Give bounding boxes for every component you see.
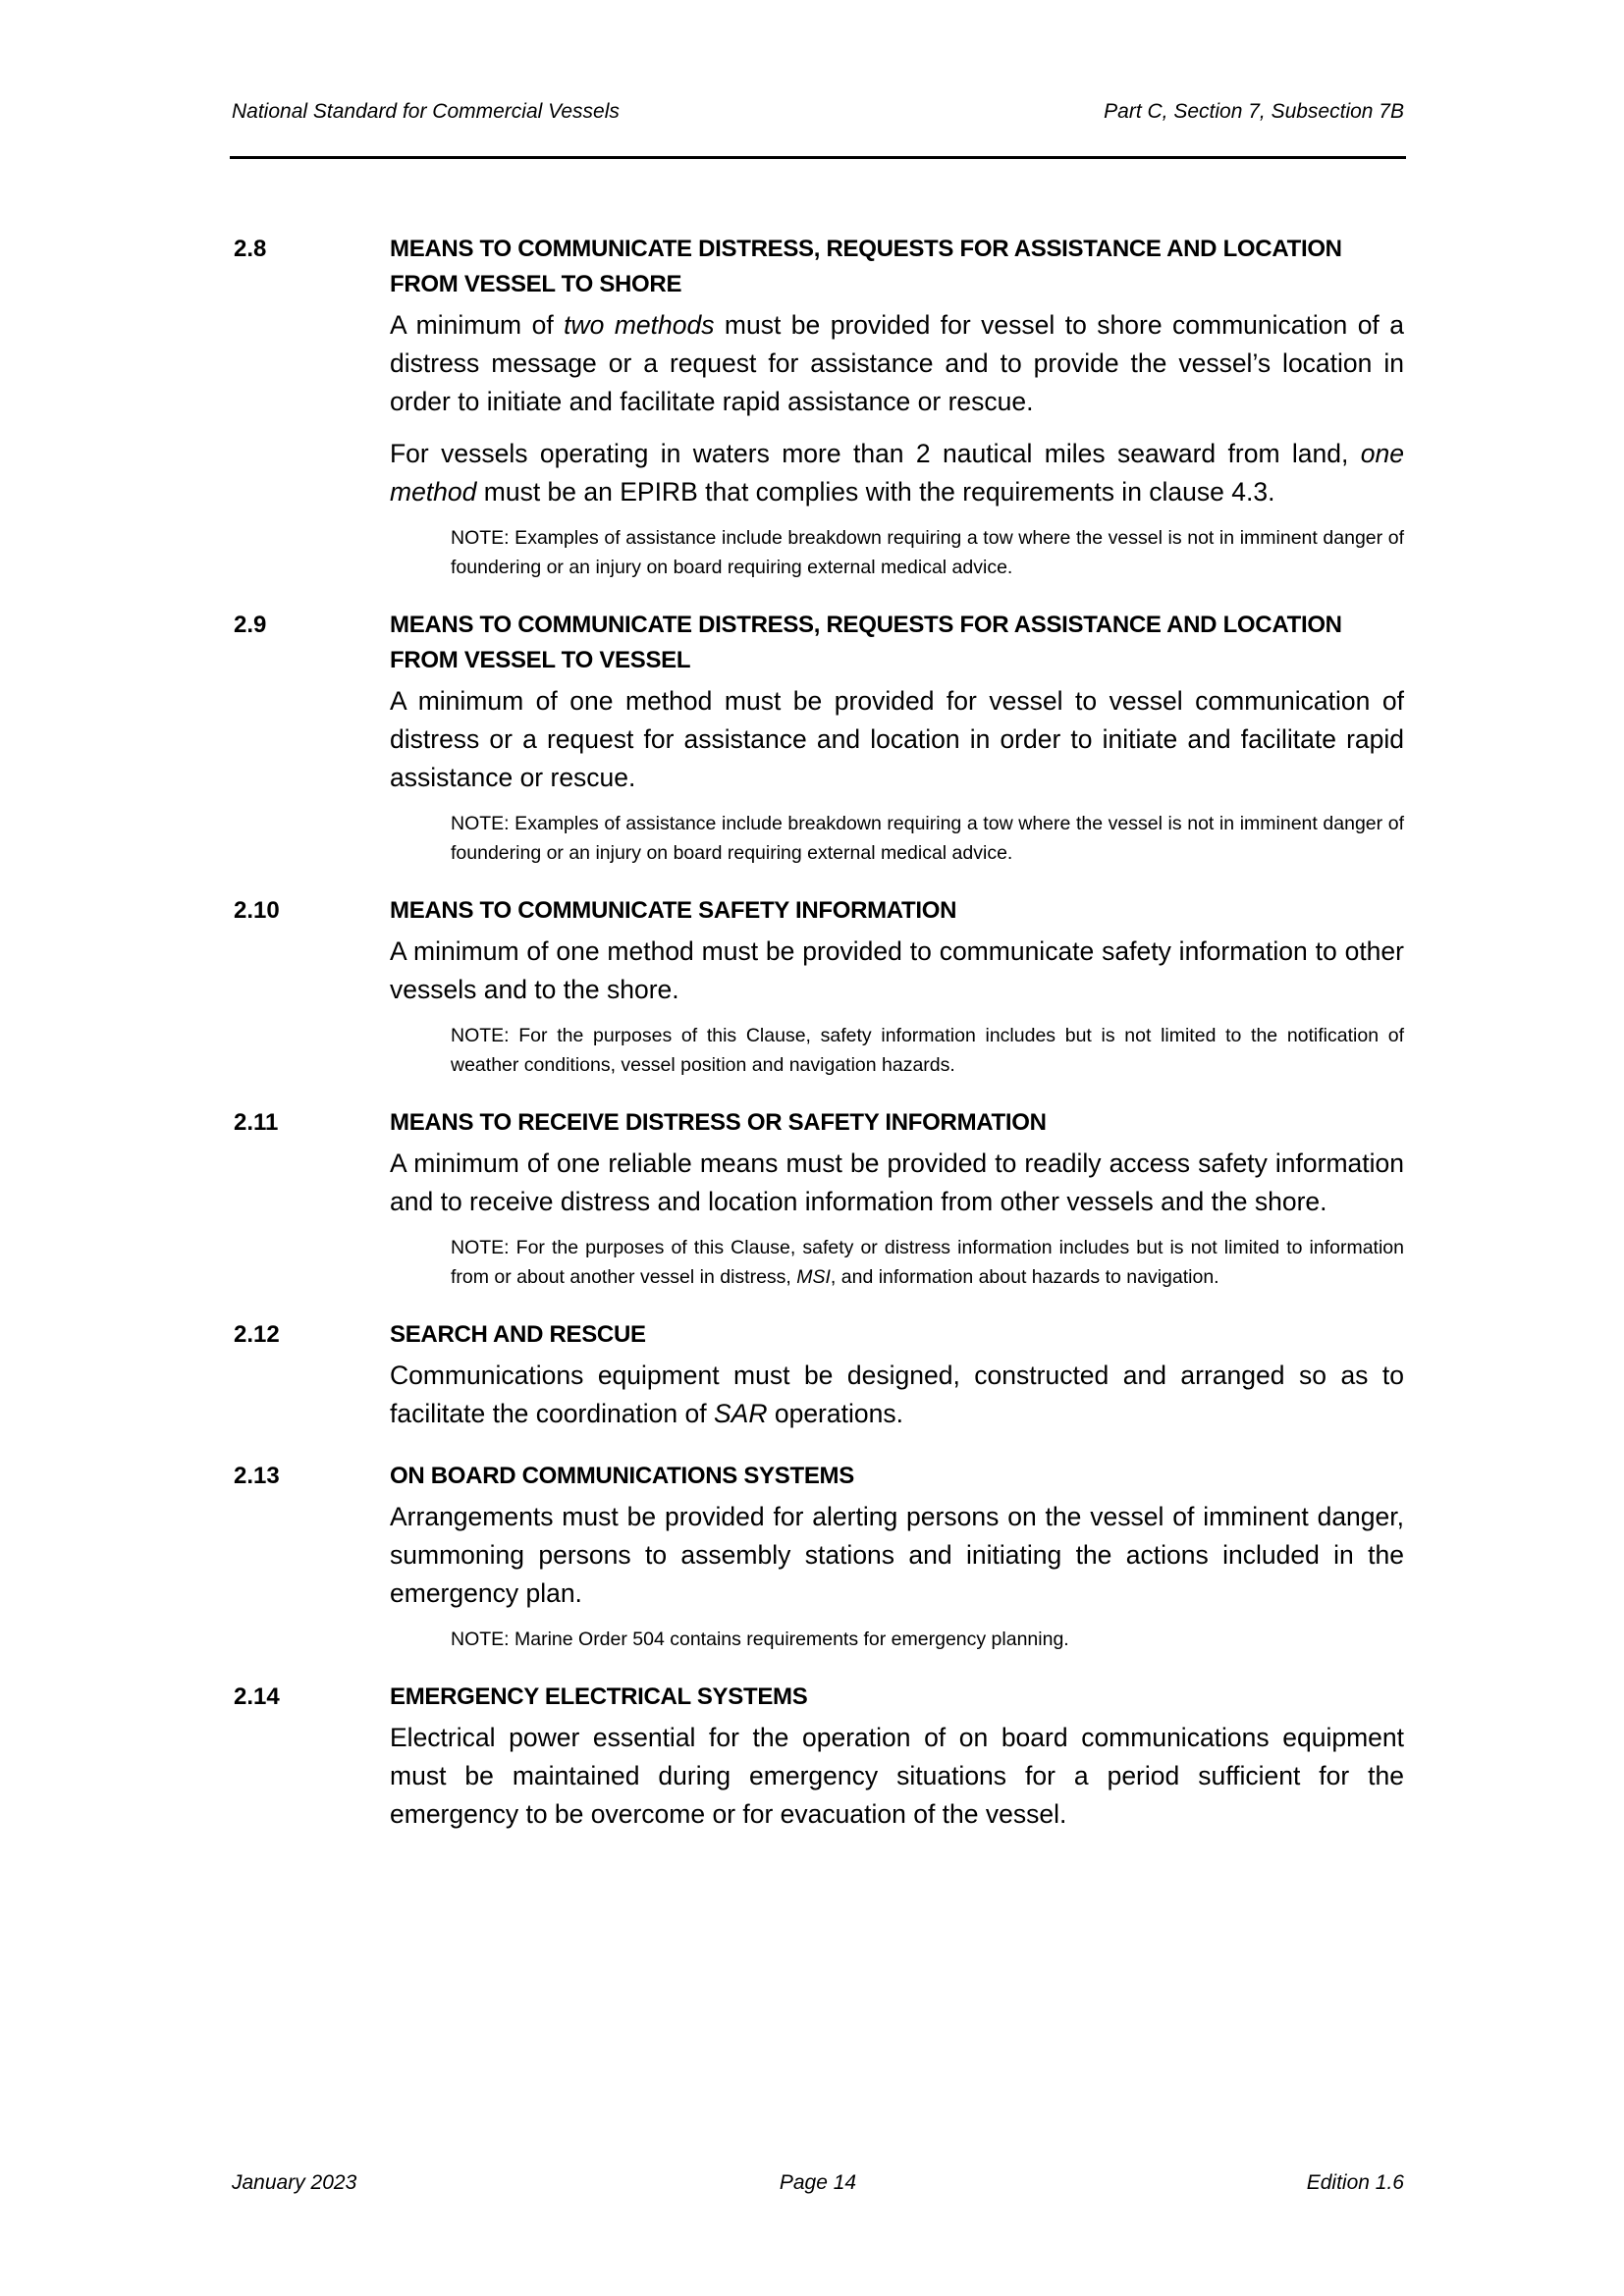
text-run: must be provided for vessel to shore communication of a distress message or a request for assistance and to provide the vessel’s location in order to initiate and facilitate rapid assistance or rescue. bbox=[390, 310, 1404, 416]
text-run: , and information about hazards to navigation. bbox=[830, 1266, 1219, 1288]
section-2-9 bbox=[232, 608, 1404, 868]
section-heading: EMERGENCY ELECTRICAL SYSTEMS bbox=[390, 1683, 808, 1710]
section-paragraph: A minimum of one method must be provided for vessel to vessel communication of distress or a request for assistance and location in order to initiate and facilitate rapid assistance or rescue. bbox=[390, 686, 1404, 792]
section-note bbox=[451, 1233, 1404, 1292]
section-paragraph: A minimum of one reliable means must be provided to readily access safety information and to receive distress and location information from other vessels and the shore. bbox=[390, 1148, 1404, 1216]
defined-term: two methods bbox=[564, 310, 715, 340]
page-footer bbox=[232, 2171, 1404, 2211]
defined-term: one bbox=[1360, 439, 1404, 468]
section-2-14 bbox=[232, 1680, 1404, 1834]
section-note: NOTE: Examples of assistance include breakdown requiring a tow where the vessel is not in imminent danger of foundering or an injury on board requiring external medical advice. bbox=[451, 527, 1404, 578]
section-paragraph: Arrangements must be provided for alerting persons on the vessel of imminent danger, summoning persons to assembly stations and initiating the actions included in the emergency plan. bbox=[390, 1502, 1404, 1608]
section-paragraph bbox=[390, 1357, 1404, 1433]
text-run: For vessels operating in waters more than 2 nautical miles seaward from land, bbox=[390, 439, 1361, 468]
section-number: 2.11 bbox=[234, 1109, 279, 1136]
section-number: 2.9 bbox=[234, 612, 267, 638]
section-note: NOTE: For the purposes of this Clause, safety information includes but is not limited to the notification of weather conditions, vessel position and navigation hazards. bbox=[451, 1025, 1404, 1076]
section-heading: MEANS TO COMMUNICATE SAFETY INFORMATION bbox=[390, 897, 957, 924]
section-heading: SEARCH AND RESCUE bbox=[390, 1321, 646, 1348]
section-2-12 bbox=[232, 1317, 1404, 1433]
text-run: A minimum of bbox=[390, 936, 557, 966]
text-run: NOTE: For the purposes of this Clause, safety or distress information includes but is not limited to information from or about another vessel in distress, bbox=[451, 1237, 1404, 1288]
footer-page-number: Page 14 bbox=[779, 2171, 857, 2194]
section-number: 2.10 bbox=[234, 897, 280, 924]
defined-term: SAR bbox=[713, 1399, 768, 1428]
section-heading: MEANS TO RECEIVE DISTRESS OR SAFETY INFORMATION bbox=[390, 1109, 1047, 1136]
page-header bbox=[232, 100, 1404, 139]
text-run: A minimum of bbox=[390, 310, 565, 340]
section-heading: MEANS TO COMMUNICATE DISTRESS, REQUESTS FOR ASSISTANCE AND LOCATION FROM VESSEL TO VESSEL bbox=[390, 612, 1342, 673]
section-paragraph bbox=[390, 306, 1404, 421]
defined-term: method bbox=[390, 477, 477, 507]
footer-date: January 2023 bbox=[232, 2171, 357, 2194]
section-heading: MEANS TO COMMUNICATE DISTRESS, REQUESTS FOR ASSISTANCE AND LOCATION FROM VESSEL TO SHORE bbox=[390, 236, 1342, 297]
section-2-10 bbox=[232, 893, 1404, 1080]
section-2-8 bbox=[232, 232, 1404, 582]
header-document-title: National Standard for Commercial Vessels bbox=[232, 100, 620, 123]
text-run: must be provided to communicate safety information to other vessels and to the shore. bbox=[390, 936, 1404, 1004]
defined-term: one method bbox=[556, 936, 694, 966]
section-number: 2.14 bbox=[234, 1683, 280, 1710]
section-paragraph bbox=[390, 435, 1404, 511]
header-rule bbox=[230, 156, 1406, 159]
section-heading: ON BOARD COMMUNICATIONS SYSTEMS bbox=[390, 1463, 854, 1489]
section-paragraph: Electrical power essential for the operation of on board communications equipment must be maintained during emergency situations for a period sufficient for the emergency to be overcome or for evacuation of the vessel. bbox=[390, 1723, 1404, 1829]
page-content bbox=[232, 232, 1404, 1859]
section-number: 2.12 bbox=[234, 1321, 280, 1348]
text-run: must be an EPIRB that complies with the requirements in clause 4.3. bbox=[476, 477, 1275, 507]
section-paragraph bbox=[390, 933, 1404, 1009]
defined-term: MSI bbox=[796, 1266, 831, 1288]
text-run: operations. bbox=[767, 1399, 903, 1428]
text-run: Communications equipment must be designed, constructed and arranged so as to facilitate the coordination of bbox=[390, 1361, 1404, 1428]
header-part-reference: Part C, Section 7, Subsection 7B bbox=[1104, 100, 1404, 123]
section-2-13 bbox=[232, 1459, 1404, 1654]
section-note: NOTE: Examples of assistance include breakdown requiring a tow where the vessel is not in imminent danger of foundering or an injury on board requiring external medical advice. bbox=[451, 813, 1404, 864]
section-number: 2.13 bbox=[234, 1463, 280, 1489]
section-number: 2.8 bbox=[234, 236, 267, 262]
footer-edition: Edition 1.6 bbox=[1306, 2171, 1404, 2194]
section-note: NOTE: Marine Order 504 contains requirements for emergency planning. bbox=[451, 1629, 1069, 1650]
section-2-11 bbox=[232, 1105, 1404, 1292]
